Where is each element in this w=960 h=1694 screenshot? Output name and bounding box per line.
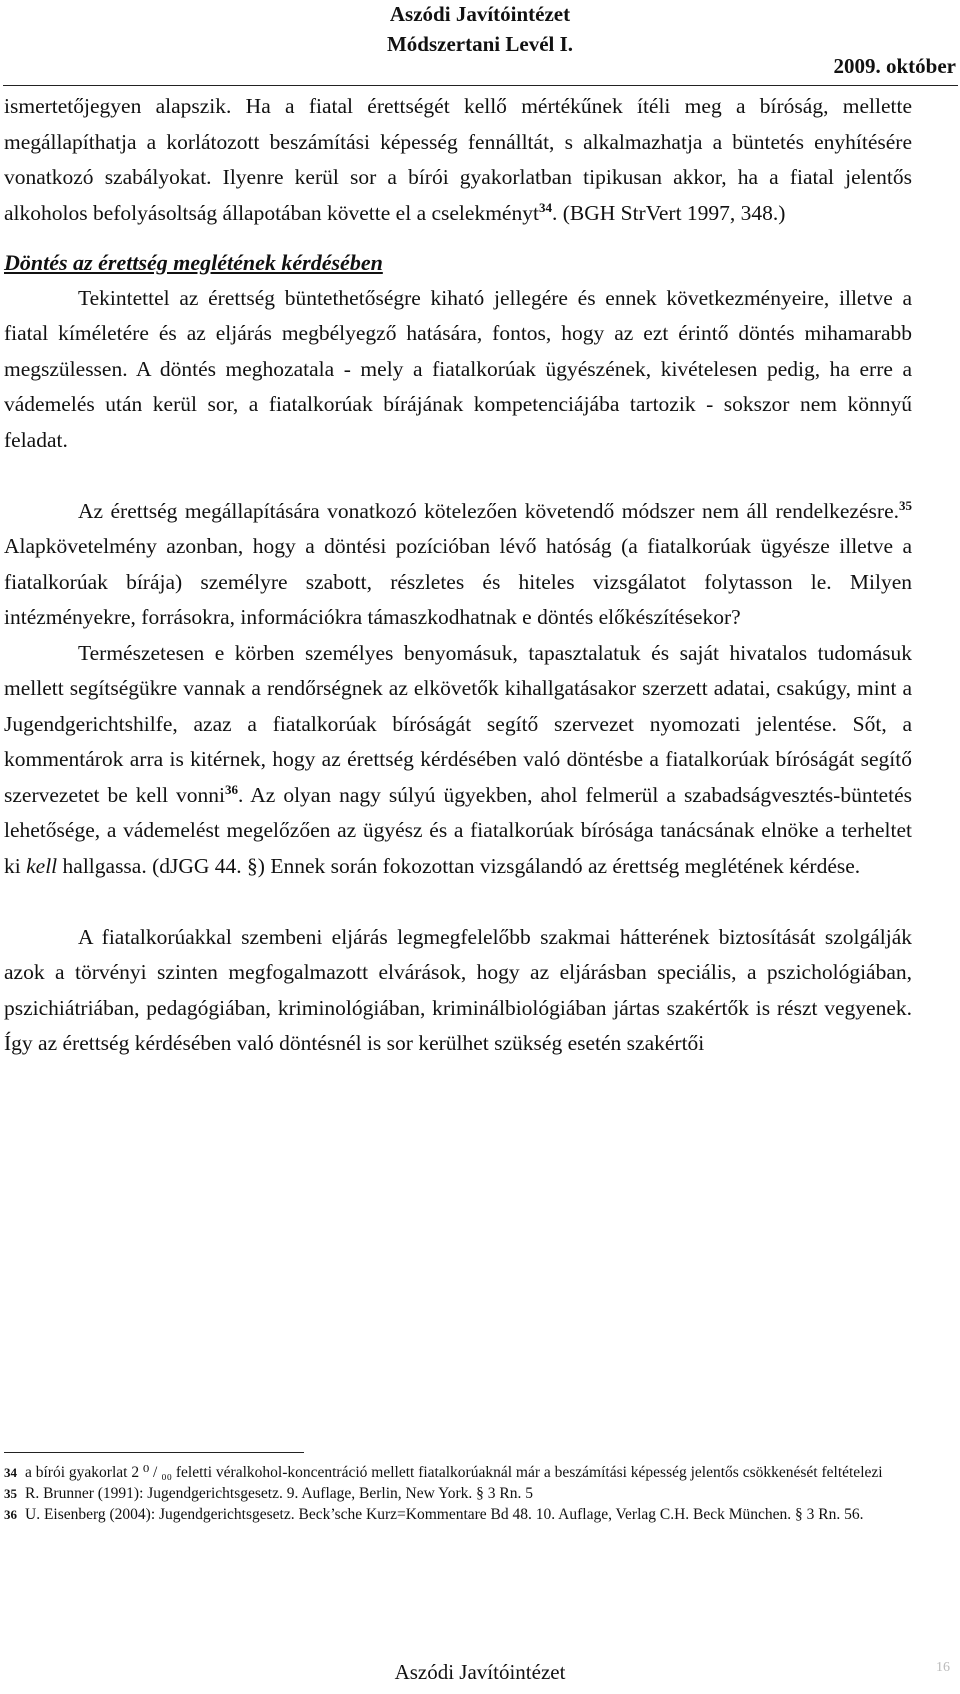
paragraph-4-text: Természetesen e körben személyes benyomásuk, tapasztalatuk és saját hivatalos tudomásuk mellett segítségükre vannak a rendőrségnek az elkövetők kihallgatásakor szerzett adatai, csakúgy, mint a Jugendgerichtshilfe, azaz a fiatalkorúak bíróságát segítő szervezet nyomozati jelentése. Sőt, a kommentárok arra is kitérnek, hogy az érettség kérdésében való döntésbe a fiatalkorúak bíróságát segítő szervezetet be kell vonni <box>4 640 912 807</box>
footnote-34 <box>4 1462 954 1483</box>
paragraph-1-tail: . (BGH StrVert 1997, 348.) <box>551 200 786 225</box>
footnote-text: R. Brunner (1991): Jugendgerichtsgesetz. 9. Auflage, Berlin, New York. § 3 Rn. 5 <box>25 1485 533 1502</box>
paragraph-4-emphasis: kell <box>26 853 58 878</box>
paragraph-5: A fiatalkorúakkal szembeni eljárás legmegfelelőbb szakmai hátterének biztosítását szolgálják azok a törvényi szinten megfogalmazott elvárások, hogy az eljárásban speciális, a pszichológiában, pszichiátriában, pedagógiában, kriminológiában, kriminálbiológiában jártas szakértők is részt vegyenek. Így az érettség kérdésében való döntésnél is sor kerülhet szükség esetén szakértői <box>4 924 912 1055</box>
paragraph-3-tail: Alapkövetelmény azonban, hogy a döntési pozícióban lévő hatóság (a fiatalkorúak ügyésze illetve a fiatalkorúak bírája) személyre szabott, részletes és hiteles vizsgálatot folytasson le. Milyen intézményekre, forrásokra, információkra támaszkodhatnak e döntés előkészítésekor? <box>4 534 912 629</box>
footnote-ref-35[interactable]: 35 <box>899 497 912 513</box>
paragraph-4-tail: hallgassa. (dJGG 44. §) Ennek során fokozottan vizsgálandó az érettség meglétének kérdése. <box>57 853 861 878</box>
footnote-ref-36[interactable]: 36 <box>225 781 239 797</box>
footnote-36 <box>4 1504 954 1525</box>
footnote-text: U. Eisenberg (2004): Jugendgerichtsgesetz. Beck’sche Kurz=Kommentare Bd 48. 10. Auflage, Verlag C.H. Beck München. § 3 Rn. 56. <box>25 1506 864 1523</box>
footnote-text: a bírói gyakorlat 2 ⁰ / ₀₀ feletti véralkohol-koncentráció mellett fiatalkorúaknál már a beszámítási képesség jelentős csökkenését feltételezi <box>25 1464 883 1481</box>
header-publication: Módszertani Levél I. <box>386 32 574 56</box>
footnote-ref-34[interactable]: 34 <box>538 199 552 215</box>
header-institution: Aszódi Javítóintézet <box>389 2 571 26</box>
paragraph-spacer <box>4 458 912 494</box>
footnote-divider <box>4 1452 304 1453</box>
paragraph-2: Tekintettel az érettség büntethetőségre kiható jellegére és ennek következményeire, illetve a fiatal kíméletére és az eljárás megbélyegző hatására, fontos, hogy az ezt érintő döntés mihamarabb megszülessen. A döntés meghozatala - mely a fiatalkorúak ügyészének, kivételesen pedig, ha erre a vádemelés után kerül sor, a fiatalkorúak bírájának kompetenciájába tartozik - sokszor nem könnyű feladat. <box>4 285 912 452</box>
footnote-number: 35 <box>4 1486 17 1501</box>
page-footer: Aszódi Javítóintézet <box>394 1660 566 1684</box>
section-heading: Döntés az érettség meglétének kérdésében <box>4 250 383 275</box>
footnotes <box>4 1462 954 1525</box>
paragraph-1-text: ismertetőjegyen alapszik. Ha a fiatal érettségét kellő mértékűnek ítéli meg a bíróság, mellette megállapíthatja a korlátozott beszámítási képesség fennálltát, s alkalmazhatja a büntetés enyhítésére vonatkozó szabályokat. Ilyenre kerül sor a bírói gyakorlatban tipikusan akkor, ha a fiatal jelentős alkoholos befolyásoltság állapotában követte el a cselekményt <box>4 94 912 225</box>
page-number: 16 <box>936 1660 950 1675</box>
document-body <box>4 89 912 1062</box>
paragraph-3 <box>4 494 912 636</box>
footnote-number: 36 <box>4 1507 17 1522</box>
header-divider <box>3 85 958 86</box>
paragraph-3-text: Az érettség megállapítására vonatkozó kötelezően követendő módszer nem áll rendelkezésre. <box>78 498 899 523</box>
paragraph-1 <box>4 89 912 231</box>
paragraph-spacer <box>4 884 912 920</box>
paragraph-4 <box>4 636 912 885</box>
footnote-number: 34 <box>4 1465 17 1480</box>
header-date: 2009. október <box>833 54 956 78</box>
paragraph-4-mid: . Az olyan nagy súlyú ügyekben, ahol felmerül a szabadságvesztés-büntetés lehetősége, a vádemelést megelőzően az ügyész és a fiatalkorúak bírósága tanácsának elnöke a terheltet ki <box>4 782 912 878</box>
footnote-35 <box>4 1483 954 1504</box>
